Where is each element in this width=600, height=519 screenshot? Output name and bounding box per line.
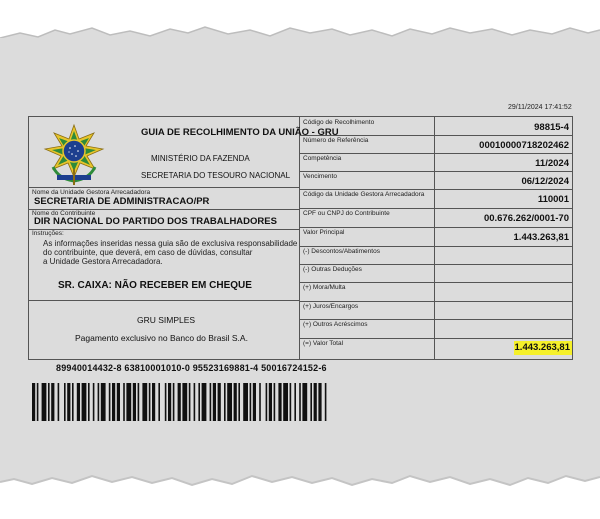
barcode-bar [302,383,307,421]
field-label: Vencimento [303,173,337,180]
gru-type: GRU SIMPLES [137,315,196,325]
barcode-bar [67,383,70,421]
barcode-bar [253,383,256,421]
contributor-label: Nome do Contribuinte [32,210,96,217]
barcode-bar [42,383,47,421]
field-label: (+) Outros Acréscimos [303,321,368,328]
contributor-value: DIR NACIONAL DO PARTIDO DOS TRABALHADORES [34,216,277,227]
field-label: Código da Unidade Gestora Arrecadadora [303,191,425,198]
unit-value: SECRETARIA DE ADMINISTRACAO/PR [34,196,210,207]
field-value: 06/12/2024 [521,176,569,187]
field-label: (-) Descontos/Abatimentos [303,248,380,255]
instructions-line: As informações inseridas nessa guia são de exclusiva responsabilidade [43,239,298,248]
barcode-bar [227,383,232,421]
barcode-bar [234,383,237,421]
barcode-bar [269,383,272,421]
barcode-bar [314,383,317,421]
barcode-bar [109,383,111,421]
instructions-label: Instruções: [32,230,64,237]
barcode-bar [250,383,252,421]
barcode-bar [178,383,181,421]
row-divider [299,208,573,209]
barcode-bar [198,383,200,421]
row-divider [299,319,573,320]
barcode-bar [182,383,187,421]
field-label: (+) Mora/Multa [303,284,346,291]
barcode-bar [88,383,90,421]
barcode-bar [283,383,288,421]
secretariat-name: SECRETARIA DO TESOURO NACIONAL [141,171,291,180]
barcode-bar [325,383,327,421]
barcode-bar [173,383,175,421]
field-value: 98815-4 [534,122,569,133]
barcode-bar [133,383,136,421]
barcode-bar [82,383,87,421]
barcode-number: 89940014432-8 63810001010-0 95523169881-4 50016724152-6 [56,363,327,373]
barcode-bar [194,383,196,421]
row-divider [299,246,573,247]
barcode-bar [37,383,39,421]
barcode-bar [224,383,226,421]
torn-edge-bottom [0,455,600,519]
field-label: Número de Referência [303,137,369,144]
brazil-coat-of-arms-icon [39,123,109,187]
unit-label: Nome da Unidade Gestora Arrecadadora [32,189,151,196]
barcode-bar [189,383,191,421]
row-divider [299,301,573,302]
gru-form [28,116,573,360]
barcode-bar [274,383,276,421]
barcode-bar [318,383,321,421]
barcode-bar [142,383,147,421]
field-value: 110001 [537,194,569,205]
barcode-bar [210,383,212,421]
barcode-bar [266,383,268,421]
barcode-bar [32,383,35,421]
divider [29,300,299,301]
barcode-bar [138,383,140,421]
row-divider [299,153,573,154]
field-label: (-) Outras Deduções [303,266,362,273]
field-value: 11/2024 [535,158,569,169]
barcode-bar [310,383,312,421]
barcode-bar [165,383,167,421]
field-value: 00010000718202462 [479,140,569,151]
barcode-bar [112,383,115,421]
barcode-bar [58,383,60,421]
barcode-bar [72,383,74,421]
instructions-line: do contribuinte, que deverá, em caso de dúvidas, consultar [43,248,253,257]
barcode-bar [259,383,261,421]
row-divider [299,171,573,172]
row-divider [299,135,573,136]
barcode-bar [290,383,292,421]
ministry-name: MINISTÉRIO DA FAZENDA [151,154,250,163]
field-value: 00.676.262/0001-70 [483,213,569,224]
barcode-bar [299,383,301,421]
field-label: (=) Valor Total [303,340,344,347]
barcode-bar [149,383,151,421]
row-divider [299,227,573,228]
barcode-bar [123,383,125,421]
field-label: Valor Principal [303,229,345,236]
barcode-bar [218,383,221,421]
barcode-bar [64,383,66,421]
print-timestamp: 29/11/2024 17:41:52 [508,104,572,111]
row-divider [299,264,573,265]
field-label: Competência [303,155,342,162]
barcode-bar [294,383,296,421]
page-title: GUIA DE RECOLHIMENTO DA UNIÃO - GRU [141,127,339,138]
row-divider [299,338,573,339]
barcode-bar [238,383,240,421]
barcode-bar [48,383,50,421]
barcode-bar [93,383,95,421]
barcode-bar [101,383,106,421]
divider [29,229,299,230]
payment-note: Pagamento exclusivo no Banco do Brasil S.A. [75,333,248,343]
barcode-bar [213,383,216,421]
barcode-bar [158,383,160,421]
barcode-bar [98,383,100,421]
divider [29,187,299,188]
field-value: 1.443.263,81 [513,232,569,243]
barcode-bar [202,383,207,421]
total-value: 1.443.263,81 [514,342,570,353]
field-label: Código de Recolhimento [303,119,375,126]
field-label: (+) Juros/Encargos [303,303,359,310]
barcode-bar [168,383,171,421]
barcode-bar [117,383,120,421]
barcode-bar [126,383,131,421]
field-label: CPF ou CNPJ do Contribuinte [303,210,390,217]
instructions-line: a Unidade Gestora Arrecadadora. [43,257,163,266]
row-divider [299,189,573,190]
barcode-bar [152,383,155,421]
barcode [32,383,328,421]
row-divider [299,282,573,283]
barcode-bar [77,383,80,421]
cheque-warning: SR. CAIXA: NÃO RECEBER EM CHEQUE [58,280,252,291]
barcode-bar [278,383,281,421]
barcode-bar [51,383,54,421]
barcode-bar [243,383,248,421]
